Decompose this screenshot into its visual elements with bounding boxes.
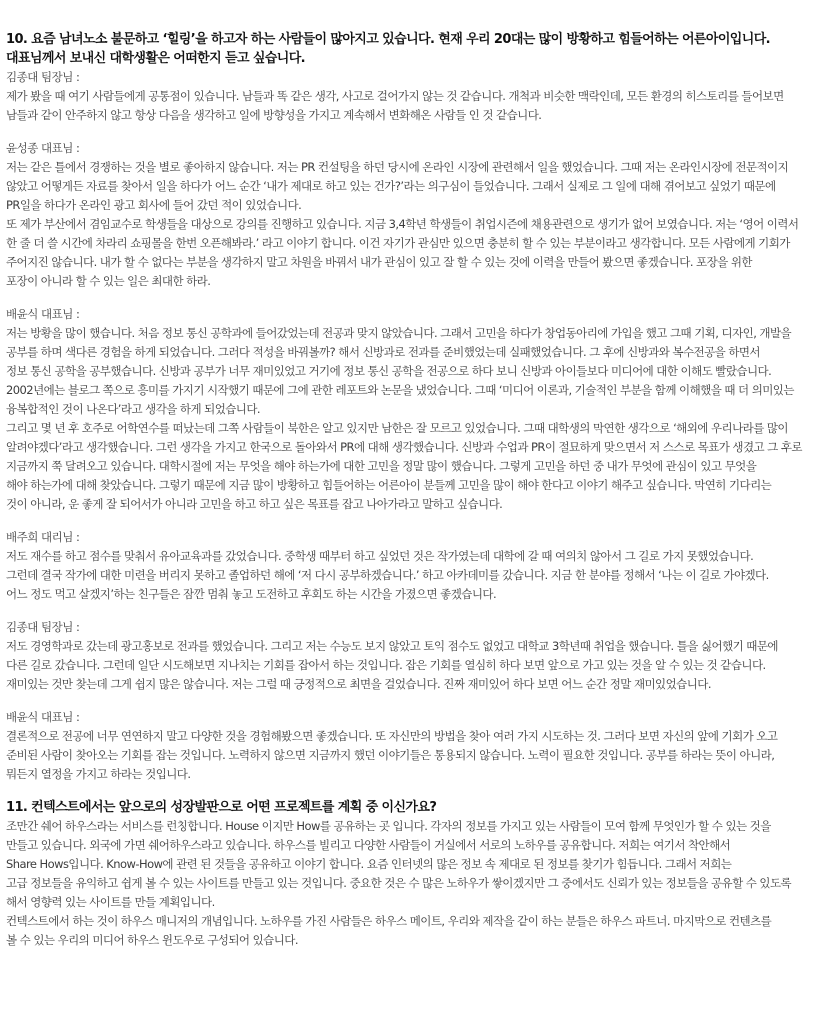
answer-line: 컨텍스트에서 하는 것이 하우스 매니저의 개념입니다. 노하우를 가진 사람들은 하우스 메이트, 우리와 제작을 같이 하는 분들은 하우스 파트너. 마지막으로 컨텐츠를 — [6, 914, 772, 928]
answer-line: Share Hows입니다. Know-How에 관련 된 것들을 공유하고 이야기 합니다. 요즘 인터넷의 많은 정보 속 제대로 된 정보를 찾기가 힘듭니다. 그래서 저희는 — [6, 857, 732, 871]
answer-line: 지금까지 쭉 달려오고 있습니다. 대학시절에 저는 무엇을 해야 하는가에 대한 고민을 정말 많이 했습니다. 그렇게 고민을 하던 중 내가 무엇에 관심이 있고 무엇을 — [6, 459, 757, 473]
answer-line: 정보 통신 공학을 공부했습니다. 신방과 공부가 너무 재미있었고 거기에 정보 통신 공학을 전공으로 하다 보니 신방과 아이들보다 미디어에 대한 이해도 빨랐습니다. — [6, 364, 772, 378]
answer-line: 포장이 아니라 할 수 있는 일은 최대한 하라. — [6, 274, 211, 288]
answer-block — [6, 618, 826, 694]
answer-line: 저는 방황을 많이 했습니다. 처음 정보 통신 공학과에 들어갔었는데 전공과 맞지 않았습니다. 그래서 고민을 하다가 창업동아리에 가입을 했고 그때 기획, 디자인, 개발을 — [6, 326, 792, 340]
answer-line: 않았고 어떻게든 자료를 찾아서 일을 하다가 어느 순간 ‘내가 제대로 하고 있는 건가?’라는 의구심이 들었습니다. 그래서 실제로 그 일에 대해 겪어보고 싶었기 때문에 — [6, 179, 776, 193]
answer-line: PR일을 하다가 온라인 광고 회사에 들어 갔던 적이 있었습니다. — [6, 198, 302, 212]
answer-block — [6, 528, 826, 604]
answer-block — [6, 68, 826, 125]
speaker-name: 윤성종 대표님 : — [6, 141, 80, 155]
answer-block — [6, 708, 826, 784]
answer-line: 다른 길로 갔습니다. 그런데 일단 시도해보면 지나치는 기회를 잡아서 하는 것입니다. 잡은 기회를 열심히 하다 보면 앞으로 가고 있는 것을 알 수 있는 것 같습니다. — [6, 658, 766, 672]
question-11-line-1: 11. 컨텍스트에서는 앞으로의 성장발판으로 어떤 프로젝트를 계획 중 이신가요? — [6, 800, 437, 815]
question-10 — [6, 30, 826, 68]
answer-line: 또 제가 부산에서 겸임교수로 학생들을 대상으로 강의를 진행하고 있습니다. 지금 3,4학년 학생들이 취업시즌에 채용관련으로 생기가 없어 보였습니다. 저는 ‘영어 이력서 — [6, 217, 799, 231]
answer-line: 그리고 몇 년 후 호주로 어학연수를 떠났는데 그쪽 사람들이 북한은 알고 있지만 남한은 잘 모르고 있었습니다. 그때 대학생의 막연한 생각으로 ‘해외에 우리나라를 많이 — [6, 421, 788, 435]
question-10-line-2: 대표님께서 보내신 대학생활은 어떠한지 듣고 싶습니다. — [6, 51, 306, 66]
question-10-line-1: 10. 요즘 남녀노소 불문하고 ‘힐링’을 하고자 하는 사람들이 많아지고 있습니다. 현재 우리 20대는 많이 방황하고 힘들어하는 어른아이입니다. — [6, 32, 771, 47]
answer-line: 결론적으로 전공에 너무 연연하지 말고 다양한 것을 경험해봤으면 좋겠습니다. 또 자신만의 방법을 찾아 여러 가지 시도하는 것. 그러다 보면 자신의 앞에 기회가 오고 — [6, 729, 778, 743]
answer-line: 뭐든지 열정을 가지고 하라는 것입니다. — [6, 767, 191, 781]
answer-line: 볼 수 있는 우리의 미디어 하우스 윈도우로 구성되어 있습니다. — [6, 933, 298, 947]
speaker-name: 김종대 팀장님 : — [6, 620, 80, 634]
answer-line: 어느 정도 먹고 살겠지’하는 친구들은 잠깐 멈춰 놓고 도전하고 후회도 하는 시간을 가졌으면 좋겠습니다. — [6, 587, 497, 601]
answer-line: 만들고 있습니다. 외국에 가면 쉐어하우스라고 있습니다. 하우스를 빌리고 다양한 사람들이 거실에서 서로의 노하우를 공유합니다. 저희는 여기서 착안해서 — [6, 838, 731, 852]
speaker-name: 배주희 대리님 : — [6, 530, 80, 544]
answer-line: 제가 봤을 때 여기 사람들에게 공통점이 있습니다. 남들과 똑 같은 생각, 사고로 걸어가지 않는 것 같습니다. 개척과 비슷한 맥락인데, 모든 환경의 히스토리를 들어보면 — [6, 89, 784, 103]
answer-line: 남들과 같이 안주하지 않고 항상 다음을 생각하고 일에 방향성을 가지고 계속해서 변화해온 사람들 인 것 같습니다. — [6, 108, 542, 122]
answer-line: 2002년에는 블로그 쪽으로 흥미를 가지기 시작했기 때문에 그에 관한 레포트와 논문을 냈었습니다. 그때 ‘미디어 이론과, 기술적인 부분을 함께 이해했을 때 더 의미있는 — [6, 383, 794, 397]
answer-line: 해야 하는가에 대해 찾았습니다. 그렇기 때문에 지금 많이 방황하고 힘들어하는 어른아이 분들께 고민을 많이 해야 한다고 이야기 해주고 싶습니다. 막연히 기다리는 — [6, 478, 772, 492]
answer-line: 그런데 결국 작가에 대한 미련을 버리지 못하고 졸업하던 해에 ‘저 다시 공부하겠습니다.’ 하고 아카데미를 갔습니다. 지금 한 분야를 정해서 ‘나는 이 길로 가야겠다. — [6, 568, 769, 582]
speaker-name: 배윤식 대표님 : — [6, 307, 80, 321]
answer-line: 조만간 쉐어 하우스라는 서비스를 런칭합니다. House 이지만 How를 공유하는 곳 입니다. 각자의 정보를 가지고 있는 사람들이 모여 함께 무엇인가 할 수 있는 것을 — [6, 819, 771, 833]
answer-line: 저는 같은 틀에서 경쟁하는 것을 별로 좋아하지 않습니다. 저는 PR 컨설팅을 하던 당시에 온라인 시장에 관련해서 일을 했었습니다. 그때 저는 온라인시장에 전문적이지 — [6, 160, 789, 174]
answer-line: 것이 아니라, 운 좋게 잘 되어서가 아니라 고민을 하고 하고 싶은 목표를 잡고 나아가라고 말하고 싶습니다. — [6, 497, 503, 511]
speaker-name: 배윤식 대표님 : — [6, 710, 80, 724]
answer-line: 해서 영향력 있는 사이트를 만들 계획입니다. — [6, 895, 215, 909]
question-11 — [6, 798, 826, 817]
answer-line: 저도 재수를 하고 점수를 맞춰서 유아교육과를 갔었습니다. 중학생 때부터 하고 싶었던 것은 작가였는데 대학에 갈 때 여의치 않아서 그 길로 가지 못했었습니다. — [6, 549, 754, 563]
answer-line: 알려야겠다’라고 생각했습니다. 그런 생각을 가지고 한국으로 돌아와서 PR에 대해 생각했습니다. 신방과 수업과 PR이 절묘하게 맞으면서 저 스스로 목표가 생겼고 그 후로 — [6, 440, 802, 454]
answer-block — [6, 305, 826, 514]
speaker-name: 김종대 팀장님 : — [6, 70, 80, 84]
answer-line: 주어지진 않습니다. 내가 할 수 없다는 부분을 생각하지 말고 차원을 바꿔서 내가 관심이 있고 잘 할 수 있는 것에 이력을 만들어 봤으면 좋겠습니다. 포장을 위한 — [6, 255, 752, 269]
answer-line: 준비된 사람이 찾아오는 기회를 잡는 것입니다. 노력하지 않으면 지금까지 했던 이야기들은 통용되지 않습니다. 노력이 필요한 것입니다. 공부를 하라는 뜻이 아니라, — [6, 748, 775, 762]
answer-line: 융복합적인 것이 나온다’라고 생각을 하게 되었습니다. — [6, 402, 261, 416]
answer-line: 재미있는 것만 찾는데 그게 쉽지 많은 않습니다. 저는 그럴 때 긍정적으로 최면을 걸었습니다. 진짜 재미있어 하다 보면 어느 순간 정말 재미있었습니다. — [6, 677, 711, 691]
question-10-answers — [6, 68, 826, 784]
question-11-answer — [6, 817, 826, 950]
answer-line: 공부를 하며 색다른 경험을 하게 되었습니다. 그러다 적성을 바꿔볼까? 해서 신방과로 전과를 준비했었는데 실패했었습니다. 그 후에 신방과와 복수전공을 하면서 — [6, 345, 760, 359]
answer-line: 저도 경영학과로 갔는데 광고홍보로 전과를 했었습니다. 그리고 저는 수능도 보지 않았고 토익 점수도 없었고 대학교 3학년때 취업을 했습니다. 틀을 싫어했기 때문에 — [6, 639, 778, 653]
answer-line: 고급 정보들을 유익하고 쉽게 볼 수 있는 사이트를 만들고 있는 것입니다. 중요한 것은 수 많은 노하우가 쌓이겠지만 그 중에서도 신뢰가 있는 정보들을 공유할 수 있도록 — [6, 876, 792, 890]
answer-block — [6, 139, 826, 291]
answer-line: 한 줄 더 쓸 시간에 차라리 쇼핑몰을 한번 오픈해봐라.’ 라고 이야기 합니다. 이건 자기가 관심만 있으면 충분히 할 수 있는 부분이라고 생각합니다. 모든 사람에게 기회가 — [6, 236, 790, 250]
